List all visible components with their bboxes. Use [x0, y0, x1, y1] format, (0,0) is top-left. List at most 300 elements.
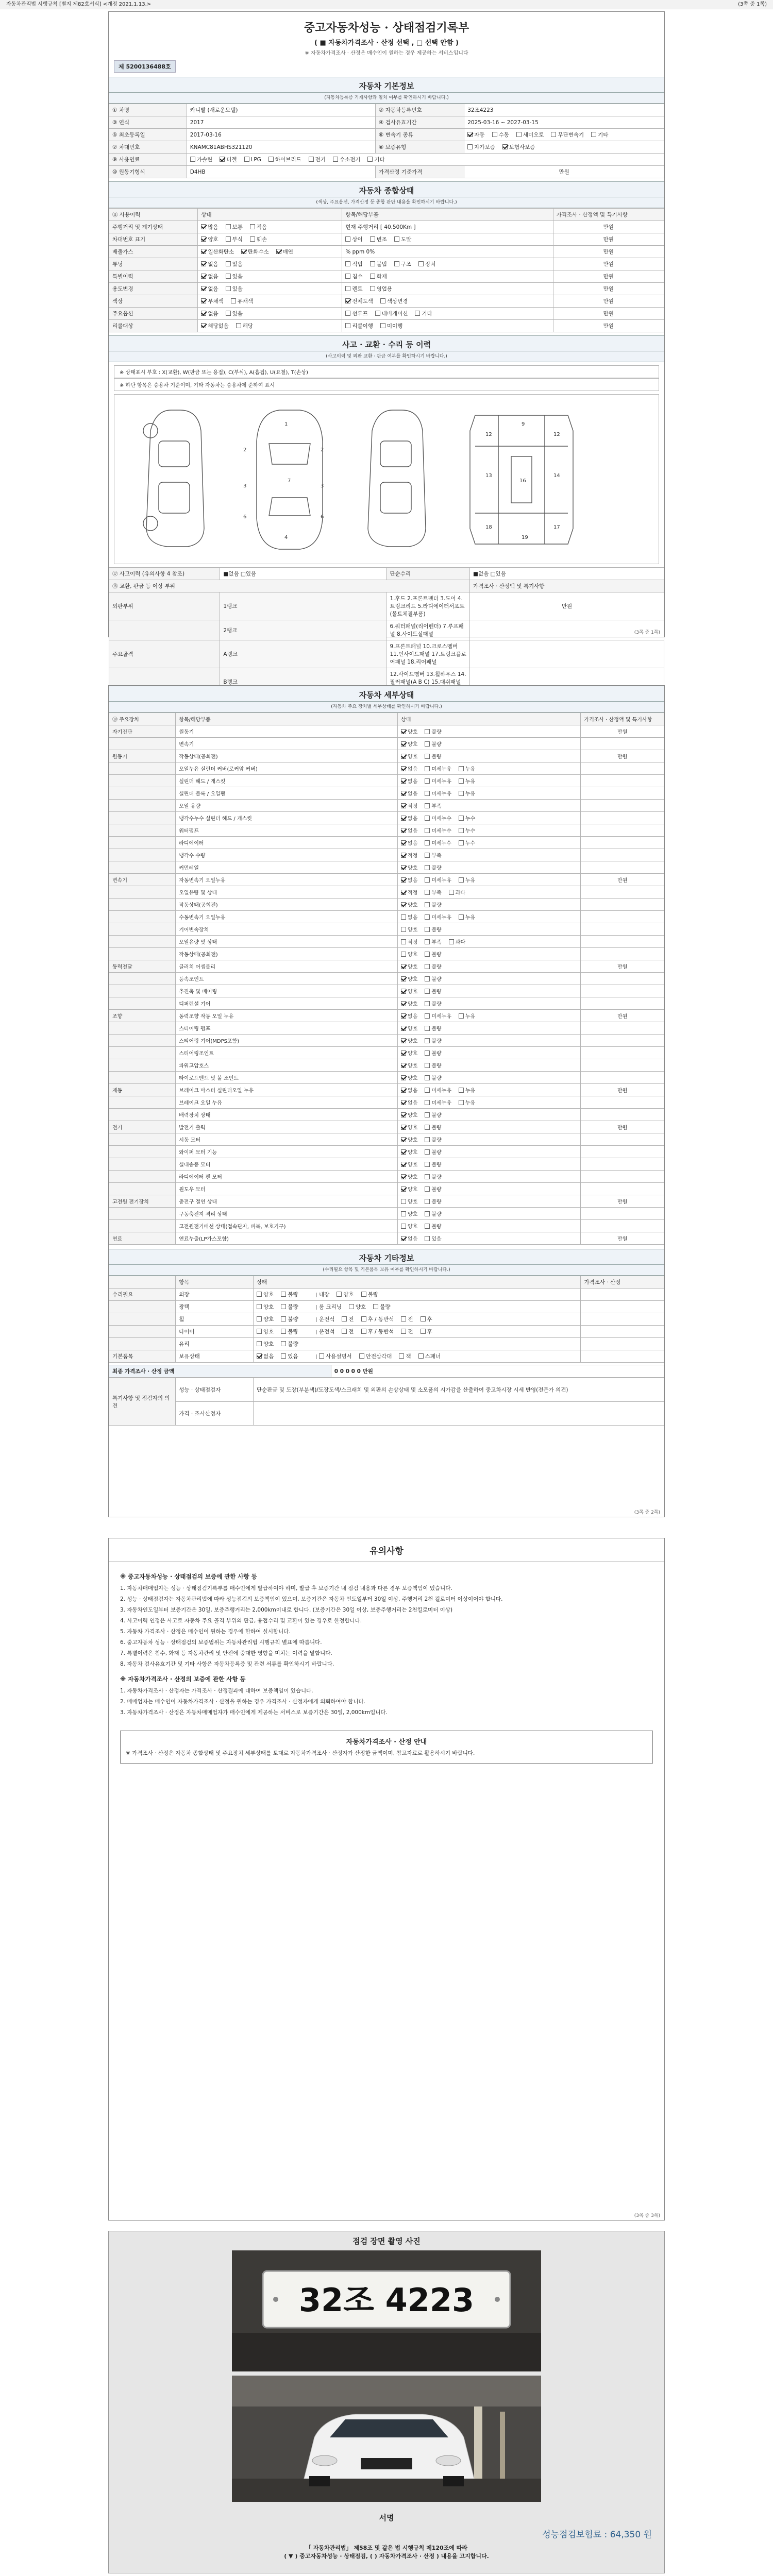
summary-item: 튜닝 [109, 258, 198, 270]
detail-group [109, 973, 176, 985]
detail-item: 브레이크 마스터 실린더오일 누유 [176, 1084, 398, 1096]
checkbox [370, 286, 375, 291]
field-value [187, 141, 375, 154]
detail-item: 자동변속기 오일누유 [176, 874, 398, 886]
other-status [254, 1338, 581, 1350]
checkbox-label: 양호 [408, 989, 418, 995]
detail-price [581, 1072, 664, 1084]
checkbox-label: 양호 [263, 1304, 274, 1310]
other-item: 타이어 [176, 1326, 254, 1338]
checkbox [425, 877, 430, 883]
fuel-option-label: 기타 [374, 157, 385, 163]
checkbox [418, 1353, 424, 1359]
other-group [109, 1326, 176, 1338]
detail-group [109, 948, 176, 960]
checkbox [359, 1353, 364, 1359]
checkbox [281, 1304, 286, 1309]
checkbox-label: 불량 [431, 1026, 442, 1032]
checkbox-label: 없음 [408, 1088, 418, 1094]
summary-status [198, 221, 342, 233]
other-status [254, 1289, 581, 1301]
field-label: ① 차명 [109, 104, 187, 116]
detail-item: 오일유량 및 상태 [176, 936, 398, 948]
summary-status [198, 320, 342, 332]
checkbox-label: 잭 [406, 1353, 411, 1360]
detail-price: 만원 [581, 725, 664, 738]
notice-list [120, 1687, 653, 1717]
section-note: (자동차 주요 장치별 세부상태를 확인하시기 바랍니다.) [109, 702, 664, 713]
checkbox-label: 없음 [263, 1353, 274, 1360]
final-price-table [109, 1365, 664, 1378]
checkbox-label: 불량 [431, 730, 442, 735]
checkbox-label: 불량 [431, 964, 442, 970]
detail-item: 시동 모터 [176, 1133, 398, 1146]
checkbox-label: 양호 [408, 1162, 418, 1168]
detail-section [109, 686, 664, 1245]
detail-row [109, 1059, 664, 1072]
appraisal-guide-box [120, 1731, 653, 1764]
detail-group [109, 1072, 176, 1084]
detail-price [581, 886, 664, 899]
detail-row [109, 960, 664, 973]
detail-group: 고전원 전기장치 [109, 1195, 176, 1208]
checkbox-label: 양호 [263, 1341, 274, 1347]
checkbox-label: 부족 [431, 853, 442, 859]
detail-price [581, 1096, 664, 1109]
checkbox-label: 불량 [431, 1138, 442, 1143]
summary-item: 색상 [109, 295, 198, 308]
damage-rank: 2랭크 [220, 620, 386, 640]
checkbox [401, 1063, 406, 1068]
detail-item: 라디에이터 팬 모터 [176, 1171, 398, 1183]
other-substatus-sep: | [315, 1293, 317, 1298]
other-group: 기본품목 [109, 1350, 176, 1363]
col-header: 가격조사 · 산정 [581, 1276, 664, 1289]
checkbox-label: 양호 [263, 1316, 274, 1323]
other-info-row [109, 1350, 664, 1363]
damage-price [470, 640, 664, 668]
detail-row [109, 812, 664, 824]
detail-price: 만원 [581, 874, 664, 886]
detail-row [109, 1010, 664, 1022]
detail-group [109, 1183, 176, 1195]
detail-status [398, 775, 581, 787]
detail-item: 냉각수 수량 [176, 849, 398, 861]
checkbox [375, 311, 380, 316]
checkbox-label: 누유 [465, 1088, 476, 1094]
checkbox-label: 불량 [431, 1212, 442, 1217]
checkbox-label: 미세누수 [431, 841, 451, 846]
col-header: ⑪ 사용이력 [109, 209, 198, 221]
checkbox [425, 1013, 430, 1019]
other-price [581, 1338, 664, 1350]
checkbox [401, 1199, 406, 1204]
insurance-fee-label: 성능점검보험료 : [542, 2530, 608, 2540]
checkbox [401, 1001, 406, 1006]
checkbox-label: 불량 [431, 927, 442, 933]
detail-item: 변속기 [176, 738, 398, 750]
checkbox-label: 누유 [465, 791, 476, 797]
checkbox-label: 불량 [431, 1051, 442, 1057]
checkbox [425, 1224, 430, 1229]
checkbox-label: 자동 [474, 132, 485, 138]
field-value [464, 116, 664, 129]
detail-item: 오일 유량 [176, 800, 398, 812]
page-indicator: (3쪽 중 1쪽) [738, 2, 767, 7]
checkbox-label: KNAMC81ABHS321120 [190, 144, 253, 150]
section-title: 자동차 기타정보 [109, 1249, 664, 1265]
section-title: 자동차 세부상태 [109, 686, 664, 702]
checkbox [401, 877, 406, 883]
detail-item: 수동변속기 오일누유 [176, 911, 398, 923]
detail-item: 커먼레일 [176, 861, 398, 874]
other-price [581, 1289, 664, 1301]
detail-status [398, 1072, 581, 1084]
fuel-checkbox [220, 157, 225, 162]
damage-parts: 6.쿼터패널(리어펜더) 7.루프패널 8.사이드실패널 [386, 620, 470, 640]
checkbox [425, 741, 430, 747]
checkbox [401, 1088, 406, 1093]
detail-status [398, 886, 581, 899]
detail-price [581, 824, 664, 837]
checkbox-label: 미세누유 [431, 915, 451, 921]
fuel-checkbox [244, 157, 249, 162]
inspector-label: 성능 · 상태점검자 [176, 1378, 254, 1402]
checkbox [201, 261, 206, 266]
checkbox-label: 미세누유 [431, 1088, 451, 1094]
checkbox [380, 298, 385, 303]
detail-item: 발전기 출력 [176, 1121, 398, 1133]
checkbox [401, 1137, 406, 1142]
checkbox-label: 불량 [431, 1150, 442, 1156]
checkbox [401, 939, 406, 944]
fuel-checkbox [309, 157, 314, 162]
checkbox [459, 828, 464, 833]
document-number: 제 5200136488호 [114, 60, 176, 73]
checkbox-label: 불량 [288, 1304, 298, 1310]
detail-row [109, 936, 664, 948]
page-1 [108, 11, 665, 685]
detail-price [581, 985, 664, 997]
checkbox [425, 927, 430, 932]
notice-item: 1. 자동차매매업자는 성능 · 상태점검기록부를 매수인에게 발급하여야 하며, 발급 후 보증기간 내 점검 내용과 다른 경우 보증책임이 있습니다. [120, 1585, 452, 1591]
summary-price: 만원 [553, 320, 664, 332]
checkbox-label: 침수 [352, 274, 363, 280]
other-info-row [109, 1313, 664, 1326]
checkbox [401, 914, 406, 920]
detail-status [398, 1010, 581, 1022]
checkbox [425, 1050, 430, 1056]
checkbox-label: 양호 [408, 1063, 418, 1069]
checkbox-label: 적음 [256, 224, 267, 230]
checkbox-label: 양호 [408, 977, 418, 982]
damage-legend-note: ※ 하단 항목은 승용차 기준이며, 기타 자동차는 승용차에 준하여 표시 [114, 378, 659, 391]
detail-status [398, 1109, 581, 1121]
special-notes-label: 특기사항 및 점검자의 의견 [109, 1378, 176, 1426]
checkbox [459, 791, 464, 796]
checkbox-label: 보통 [232, 224, 243, 230]
notice-item: 3. 자동차인도일부터 보증기간은 30일, 보증주행거리는 2,000km이내로 합니다. (보증기간은 30일 이상, 보증주행거리는 2천킬로미터 이상) [120, 1607, 453, 1613]
legal-notice-line: ( ▼ ) 중고자동차성능 · 상태점검, ( ) 자동차가격조사 · 산정 ) 내용을 고지합니다. [284, 2553, 489, 2560]
summary-item: 리콜대상 [109, 320, 198, 332]
field-label: ④ 검사유효기간 [375, 116, 464, 129]
checkbox [421, 1329, 426, 1334]
detail-row [109, 973, 664, 985]
detail-price [581, 973, 664, 985]
checkbox-label: 양호 [408, 1199, 418, 1205]
checkbox-label: 보험사보증 [509, 144, 535, 150]
checkbox-label: 누유 [465, 779, 476, 785]
other-status [254, 1313, 581, 1326]
detail-item: 클러치 어셈블리 [176, 960, 398, 973]
summary-row [109, 320, 664, 332]
detail-status [398, 750, 581, 762]
checkbox [281, 1353, 286, 1359]
col-header: 항목/해당부품 [176, 713, 398, 725]
checkbox [425, 766, 430, 771]
checkbox-label: 후 / 동반석 [367, 1329, 394, 1335]
checkbox [425, 1125, 430, 1130]
checkbox [425, 890, 430, 895]
checkbox-label: 양호 [408, 742, 418, 748]
detail-group [109, 886, 176, 899]
detail-status [398, 861, 581, 874]
detail-row [109, 775, 664, 787]
checkbox-label: 수동 [498, 132, 509, 138]
detail-row [109, 849, 664, 861]
checkbox [241, 249, 246, 254]
checkbox [425, 939, 430, 944]
detail-row [109, 923, 664, 936]
detail-row [109, 824, 664, 837]
damage-rank: A랭크 [220, 640, 386, 668]
checkbox [425, 976, 430, 981]
detail-status [398, 1195, 581, 1208]
page-number: (3쪽 중 2쪽) [634, 1510, 660, 1515]
checkbox [257, 1304, 262, 1309]
checkbox-label: 매연 [282, 249, 293, 255]
detail-group: 연료 [109, 1232, 176, 1245]
checkbox [459, 914, 464, 920]
checkbox-label: 룸 크리닝 [318, 1304, 342, 1310]
checkbox-label: 불량 [288, 1292, 298, 1298]
detail-item: 브레이크 오일 누유 [176, 1096, 398, 1109]
summary-table [109, 208, 664, 332]
document-title: 중고자동차성능 · 상태점검기록부 [304, 21, 469, 35]
checkbox-label: 불량 [431, 989, 442, 995]
checkbox [425, 816, 430, 821]
checkbox-label: 무채색 [208, 298, 224, 304]
col-header: 상태 [198, 209, 342, 221]
checkbox-label: 양호 [355, 1304, 366, 1310]
checkbox [401, 803, 406, 808]
summary-row [109, 295, 664, 308]
checkbox [449, 890, 454, 895]
checkbox-label: 불량 [431, 1162, 442, 1168]
checkbox [401, 741, 406, 747]
detail-status [398, 824, 581, 837]
detail-status [398, 1059, 581, 1072]
detail-group: 전기 [109, 1121, 176, 1133]
detail-item: 파워고압호스 [176, 1059, 398, 1072]
checkbox [226, 286, 231, 291]
other-price [581, 1326, 664, 1338]
detail-price [581, 837, 664, 849]
page-number: (3쪽 중 1쪽) [634, 630, 660, 635]
svg-text:6: 6 [321, 514, 324, 520]
damage-rank: 1랭크 [220, 592, 386, 620]
checkbox [345, 261, 350, 266]
detail-group: 원동기 [109, 750, 176, 762]
damage-rank-price-header: 가격조사 · 산정액 및 특기사항 [470, 580, 664, 592]
checkbox-label: 2017-03-16 [190, 131, 222, 138]
checkbox-label: 내비게이션 [381, 311, 408, 317]
damage-parts: 9.프론트패널 10.크로스멤버 11.인사이드패널 17.트렁크플로어패널 18.리어패널 [386, 640, 470, 668]
checkbox [401, 1026, 406, 1031]
checkbox [226, 224, 231, 229]
detail-price [581, 787, 664, 800]
checkbox [226, 236, 231, 242]
checkbox [250, 224, 255, 229]
detail-status [398, 800, 581, 812]
checkbox [425, 1187, 430, 1192]
detail-row [109, 1146, 664, 1158]
summary-detail [342, 270, 553, 283]
detail-item: 기어변속장치 [176, 923, 398, 936]
checkbox-label: 세미오토 [523, 132, 544, 138]
summary-status [198, 270, 342, 283]
other-substatus-sep: | [315, 1354, 317, 1360]
svg-text:19: 19 [522, 535, 528, 540]
detail-status [398, 1146, 581, 1158]
checkbox-label: 없음 [408, 1014, 418, 1020]
damage-parts: 1.후드 2.프론트펜더 3.도어 4.트렁크리드 5.라디에이터서포트(볼트체결부품) [386, 592, 470, 620]
checkbox-label: 없음 [208, 286, 219, 292]
svg-text:9: 9 [522, 421, 525, 427]
summary-item: 특별이력 [109, 270, 198, 283]
checkbox-label: 양호 [263, 1292, 274, 1298]
detail-status [398, 1047, 581, 1059]
section-title: 사고 · 교환 · 수리 등 이력 [109, 335, 664, 351]
appraiser-opinion [254, 1402, 664, 1426]
summary-status [198, 246, 342, 258]
section-note: (자동차등록증 기재사항과 일치 여부를 확인하시기 바랍니다.) [109, 93, 664, 104]
checkbox [425, 754, 430, 759]
checkbox [201, 298, 206, 303]
checkbox-label: 없음 [408, 841, 418, 846]
basic-info-row [109, 104, 664, 116]
detail-price: 만원 [581, 1010, 664, 1022]
detail-row [109, 1047, 664, 1059]
detail-group [109, 997, 176, 1010]
checkbox-label: 전 [408, 1329, 413, 1335]
checkbox [401, 1224, 406, 1229]
checkbox [401, 890, 406, 895]
detail-item: 타이로드엔드 및 볼 조인트 [176, 1072, 398, 1084]
detail-price [581, 849, 664, 861]
detail-item: 등속조인트 [176, 973, 398, 985]
checkbox-label: 양호 [408, 1212, 418, 1217]
summary-row [109, 270, 664, 283]
checkbox [459, 778, 464, 784]
other-group [109, 1313, 176, 1326]
other-price [581, 1350, 664, 1363]
damage-rank: B랭크 [220, 668, 386, 696]
detail-item: 워터펌프 [176, 824, 398, 837]
detail-price [581, 1022, 664, 1035]
summary-detail [342, 295, 553, 308]
checkbox-label: 불량 [431, 1125, 442, 1131]
fuel-checkbox [190, 157, 195, 162]
checkbox [425, 902, 430, 907]
legal-notice [109, 2544, 664, 2561]
checkbox-label: 불량 [431, 1113, 442, 1118]
checkbox-label: 리콜이행 [352, 323, 373, 329]
checkbox-label: 양호 [408, 1002, 418, 1007]
checkbox [459, 1088, 464, 1093]
field-label: ⑦ 차대번호 [109, 141, 187, 154]
fuel-checkbox [333, 157, 338, 162]
svg-text:12: 12 [485, 432, 492, 437]
checkbox-label: 누수 [465, 828, 476, 834]
detail-item: 냉각수누수 실린더 헤드 / 개스킷 [176, 812, 398, 824]
checkbox-label: 미세누수 [431, 828, 451, 834]
checkbox [425, 1149, 430, 1155]
damage-rank-row [109, 620, 664, 640]
checkbox-label: 부족 [431, 940, 442, 945]
svg-text:12: 12 [553, 432, 560, 437]
fuel-checkbox [367, 157, 373, 162]
engine-row [109, 166, 664, 178]
checkbox-label: 있음 [431, 1236, 442, 1242]
summary-item: 주요옵션 [109, 308, 198, 320]
checkbox-label: 불량 [288, 1329, 298, 1335]
checkbox-label: 누유 [465, 1100, 476, 1106]
detail-row [109, 911, 664, 923]
checkbox-label: 불량 [431, 1039, 442, 1044]
summary-price: 만원 [553, 283, 664, 295]
notice-heading: ※ 자동차가격조사 · 산정의 보증에 관한 사항 등 [120, 1675, 246, 1683]
checkbox [370, 274, 375, 279]
checkbox [425, 1100, 430, 1105]
checkbox [345, 236, 350, 242]
svg-text:4: 4 [284, 535, 288, 540]
detail-item: 스티어링 기어(MDPS포함) [176, 1035, 398, 1047]
detail-row [109, 725, 664, 738]
detail-item: 동력조향 작동 오일 누유 [176, 1010, 398, 1022]
damage-rank-row [109, 640, 664, 668]
svg-text:14: 14 [553, 473, 560, 479]
checkbox-label: 양호 [408, 1113, 418, 1118]
other-status [254, 1350, 581, 1363]
checkbox [425, 1236, 430, 1241]
summary-detail [342, 246, 553, 258]
checkbox [459, 766, 464, 771]
checkbox-label: 많음 [208, 224, 219, 230]
checkbox [257, 1292, 262, 1297]
detail-status [398, 936, 581, 948]
checkbox-label: 누수 [465, 816, 476, 822]
detail-row [109, 1232, 664, 1245]
detail-item: 추진축 및 베어링 [176, 985, 398, 997]
checkbox [226, 261, 231, 266]
page-2 [108, 685, 665, 1517]
detail-group [109, 1158, 176, 1171]
checkbox-label: 상이 [352, 236, 363, 243]
detail-item: 원동기 [176, 725, 398, 738]
detail-price [581, 936, 664, 948]
checkbox [425, 1137, 430, 1142]
